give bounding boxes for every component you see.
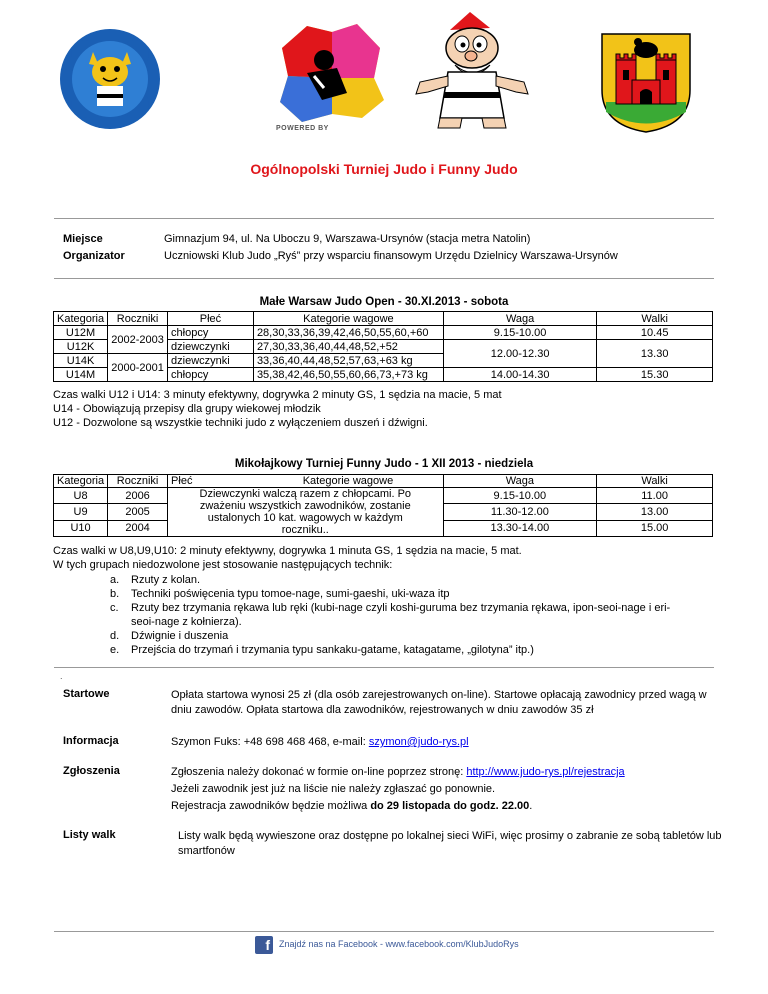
section-title-open: Małe Warsaw Judo Open - 30.XI.2013 - sobota (259, 296, 509, 308)
detail-label: Startowe (63, 688, 110, 700)
table-cell: 2002-2003 (108, 326, 168, 354)
list-text: Przejścia do trzymań i trzymania typu sankaku-gatame, katagatame, „gilotyna” itp.) (131, 644, 534, 656)
detail-label: Informacja (63, 735, 119, 747)
table-cell: 2000-2001 (108, 354, 168, 382)
deadline-text: Rejestracja zawodników będzie możliwa (171, 800, 371, 812)
note-line: U12 - Dozwolone są wszystkie techniki judo z wyłączeniem duszeń i dźwigni. (53, 417, 428, 429)
table-cell: 10.45 (597, 326, 713, 340)
email-link[interactable]: szymon@judo-rys.pl (368, 736, 469, 748)
table-header: Roczniki (108, 312, 168, 326)
table-cell: dziewczynki (168, 354, 254, 368)
contact-text: Szymon Fuks: +48 698 468 468, e-mail: (171, 736, 369, 748)
detail-text: Opłata startowa wynosi 25 zł (dla osób zarejestrowanych on-line). Startowe opłacają zawodnicy przed wagą w dniu zawodów. Opłata startowa dla zawodników, rejestrowanych w dniu zawodów 35 zł (171, 689, 707, 716)
table-header: Walki (597, 475, 713, 488)
table-open (53, 311, 713, 382)
list-marker: e. (110, 644, 120, 656)
registration-link[interactable]: http://www.judo-rys.pl/rejestracja (466, 766, 625, 778)
table-cell: U14M (54, 368, 108, 382)
table-cell: 33,36,40,44,48,52,57,63,+63 kg (253, 354, 443, 368)
table-header: Walki (597, 312, 713, 326)
note-line: U14 - Obowiązują przepisy dla grupy wiekowej młodzik (53, 403, 321, 415)
detail-text (171, 735, 731, 750)
table-cell: 2004 (108, 520, 168, 536)
table-cell: 11.00 (597, 488, 713, 504)
table-cell: 9.15-10.00 (443, 488, 597, 504)
table-funny (53, 474, 713, 537)
table-cell: U14K (54, 354, 108, 368)
table-cell: 27,30,33,36,40,44,48,52,+52 (253, 340, 443, 354)
page-title: Ogólnopolski Turniej Judo i Funny Judo (250, 161, 518, 177)
table-cell: 9.15-10.00 (443, 326, 596, 340)
deadline-date: do 29 listopada do godz. 22.00 (370, 800, 530, 812)
divider (54, 218, 714, 219)
detail-label: Zgłoszenia (63, 765, 120, 777)
list-item (53, 643, 723, 657)
table-cell: 15.00 (597, 520, 713, 536)
list-text: Rzuty bez trzymania rękawa lub ręki (kubi-nage czyli koshi-guruma bez trzymania rękawa, ipon-seoi-nage i eri-seoi-nage z kołnierza). (131, 602, 671, 628)
table-cell: 13.00 (597, 504, 713, 520)
list-text: Rzuty z kolan. (131, 574, 201, 586)
list-item (53, 573, 723, 587)
list-marker: b. (110, 588, 120, 600)
header-logos (0, 0, 768, 150)
map-judoka-logo-icon (262, 18, 392, 133)
table-cell: 35,38,42,46,50,55,60,66,73,+73 kg (253, 368, 443, 382)
rules-block (53, 545, 723, 657)
stray-dot: . (60, 671, 63, 681)
table-header: Waga (443, 475, 597, 488)
registration-note: Jeżeli zawodnik jest już na liście nie należy zgłaszać go ponownie. (171, 783, 496, 795)
registration-text: Zgłoszenia należy dokonać w formie on-line poprzez stronę: (171, 766, 467, 778)
footer-text: Znajdź nas na Facebook - www.facebook.com/KlubJudoRys (279, 939, 519, 950)
table-cell: 2005 (108, 504, 168, 520)
detail-text: Listy walk będą wywieszone oraz dostępne po lokalnej sieci WiFi, więc prosimy o zabranie ze sobą tabletów lub smartfonów (178, 830, 722, 857)
table-cell: 11.30-12.00 (443, 504, 597, 520)
list-marker: a. (110, 574, 120, 586)
deadline-end: . (529, 800, 533, 812)
info-label: Organizator (63, 250, 125, 262)
table-cell: 13.30-14.00 (443, 520, 597, 536)
table-header: Roczniki (108, 475, 168, 488)
table-cell: U12K (54, 340, 108, 354)
divider (54, 931, 714, 932)
list-item (53, 629, 723, 643)
rules-list (53, 573, 723, 657)
table-cell: 28,30,33,36,39,42,46,50,55,60,+60 (253, 326, 443, 340)
table-cell: 14.00-14.30 (443, 368, 596, 382)
rules-intro: Czas walki w U8,U9,U10: 2 minuty efektywny, dogrywka 1 minuta GS, 1 sędzia na macie, 5 mat. (53, 545, 522, 557)
ursynow-coat-of-arms-icon (598, 30, 694, 135)
divider (54, 667, 714, 668)
note-line: Czas walki U12 i U14: 3 minuty efektywny, dogrywka 2 minuty GS, 1 sędzia na macie, 5 mat (53, 389, 502, 401)
table-row (54, 488, 713, 504)
lynx-judo-club-logo-icon (55, 24, 165, 134)
divider (54, 278, 714, 279)
info-value: Gimnazjum 94, ul. Na Uboczu 9, Warszawa-Ursynów (stacja metra Natolin) (164, 233, 531, 245)
table-cell: chłopcy (168, 368, 254, 382)
list-text: Dźwignie i duszenia (131, 630, 229, 642)
funny-judo-mascot-icon (410, 10, 535, 130)
table-cell: 12.00-12.30 (443, 340, 596, 368)
table-cell: U12M (54, 326, 108, 340)
list-item (53, 601, 723, 629)
footer (255, 935, 519, 955)
table-header: Kategorie wagowe (253, 312, 443, 326)
list-marker: c. (110, 602, 119, 614)
table-cell-merged: Dziewczynki walczą razem z chłopcami. Po zważeniu wszystkich zawodników, zostanie ustalonych 10 kat. wagowych w każdym roczniku.. (168, 488, 443, 537)
table-cell: 15.30 (597, 368, 713, 382)
table-cell: U8 (54, 488, 108, 504)
table-row (54, 326, 713, 340)
table-header: Kategorie wagowe (253, 475, 443, 488)
table-cell: chłopcy (168, 326, 254, 340)
detail-text (171, 765, 731, 816)
list-marker: d. (110, 630, 120, 642)
table-cell: 13.30 (597, 340, 713, 368)
table-header: Kategoria (54, 475, 108, 488)
info-value: Uczniowski Klub Judo „Ryś” przy wsparciu finansowym Urzędu Dzielnicy Warszawa-Ursynów (164, 250, 618, 262)
table-cell: U10 (54, 520, 108, 536)
info-label: Miejsce (63, 233, 103, 245)
table-header: Waga (443, 312, 596, 326)
table-cell: U9 (54, 504, 108, 520)
list-item (53, 587, 723, 601)
table-cell: dziewczynki (168, 340, 254, 354)
rules-intro: W tych grupach niedozwolone jest stosowanie następujących technik: (53, 559, 393, 571)
table-header: Płeć (168, 312, 254, 326)
table-cell: 2006 (108, 488, 168, 504)
table-header: Płeć (168, 475, 254, 488)
list-text: Techniki poświęcenia typu tomoe-nage, sumi-gaeshi, uki-waza itp (131, 588, 450, 600)
powered-by-label: POWERED BY (276, 125, 329, 132)
table-header: Kategoria (54, 312, 108, 326)
section-title-funny: Mikołajkowy Turniej Funny Judo - 1 XII 2013 - niedziela (234, 458, 534, 470)
facebook-icon[interactable]: f (255, 936, 273, 954)
detail-label: Listy walk (63, 829, 116, 841)
